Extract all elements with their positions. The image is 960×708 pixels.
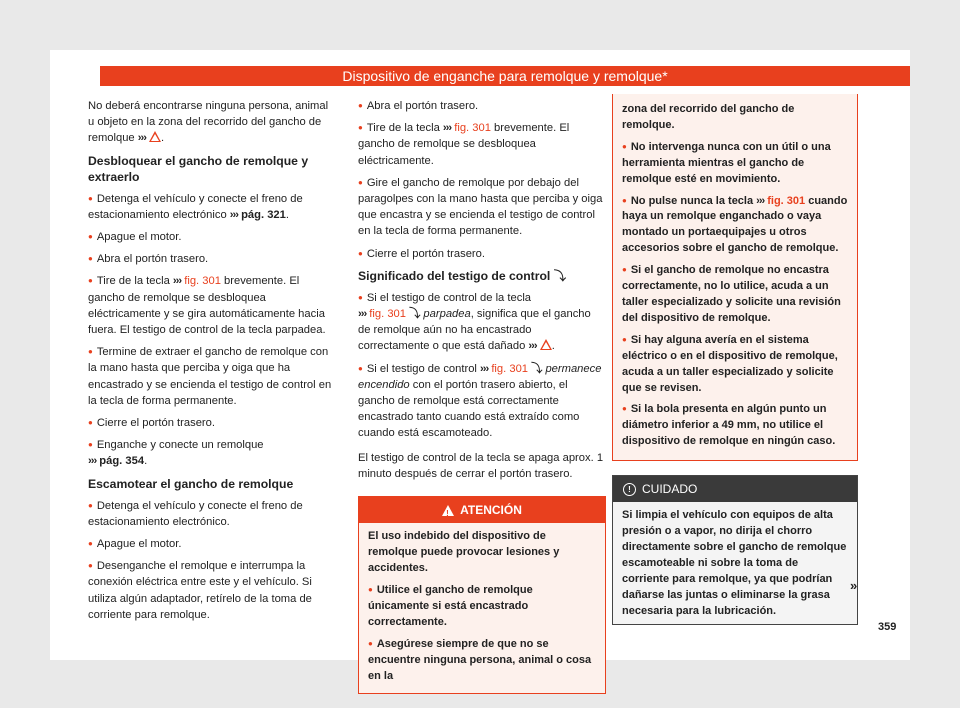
caution-box [612,475,858,625]
figure-reference-link[interactable]: fig. 301 [767,194,806,207]
manual-page [50,50,910,682]
warning-box-body: El uso indebido del dispositivo de remolque puede provocar lesiones y accidentes. ● Utilice el gancho de remolque únicamente si está encastrado correctamente. ● Asegúrese siempre de que no se encuentre ninguna persona, animal o cosa en la [359,523,605,693]
list-item: ● Gire el gancho de remolque por debajo del paragolpes con la mano hasta que perciba y oiga que encastra y se encienda el testigo de control en la tecla de forma permanente. [358,175,606,240]
tow-hook-icon: ⤵ [553,268,566,283]
figure-reference-link[interactable]: fig. 301 [369,308,406,321]
column-middle [358,98,606,694]
list-item: ● Si el testigo de control ››› fig. 301 ⤵ permanece encendido con el portón trasero abierto, el gancho de remolque está correctamente encastrado tanto cuando está extraído como cuando está escamoteado. [358,361,606,442]
list-item: ● Desenganche el remolque e interrumpa la conexión eléctrica entre este y el vehículo. Si utiliza algún adaptador, retírelo de la toma de corriente para remolque. [88,558,336,623]
list-item: ● Apague el motor. [88,536,336,552]
tow-hook-icon: ⤵ [531,362,543,375]
list-item: ● Detenga el vehículo y conecte el freno de estacionamiento electrónico ››› pág. 321. [88,191,336,223]
list-item: ● Termine de extraer el gancho de remolque con la mano hasta que perciba y oiga que ha encastrado y se encienda el testigo de control en la tecla de forma permanente. [88,344,336,409]
caution-box-body: Si limpia el vehículo con equipos de alta presión o a vapor, no dirija el chorro directamente sobre el gancho de remolque escamoteable ni sobre la toma de corriente para remolque, ya que podrían dañarse las juntas o eliminarse la grasa necesaria para la lubricación. [622,509,847,617]
list-item: ● Abra el portón trasero. [358,98,606,114]
column-right [612,98,858,625]
page-number: 359 [878,621,897,633]
heading-unlock: Desbloquear el gancho de remolque y extraerlo [88,153,309,184]
tow-hook-icon: ⤵ [409,308,421,321]
list-item: ● Tire de la tecla ››› fig. 301 brevemente. El gancho de remolque se desbloquea eléctricamente. [358,120,606,169]
warning-box [358,496,606,694]
warning-box-header: ! ATENCIÓN [359,497,605,523]
section-header: Dispositivo de enganche para remolque y remolque* [100,66,910,86]
column-left [88,98,336,629]
list-item: ● Tire de la tecla ››› fig. 301 brevemente. El gancho de remolque se desbloquea eléctricamente y se gira automáticamente hacia fuera. El testigo de control de la tecla parpadea. [88,273,336,338]
list-item: ● Si el testigo de control de la tecla ››› fig. 301 ⤵ parpadea, significa que el gancho de remolque aún no ha encastrado correctamente o que está dañado ››› . [358,290,606,355]
info-icon: ! [623,483,636,496]
warning-icon [540,339,552,350]
warning-icon [442,505,454,516]
continue-icon: » [850,578,858,593]
list-item: ● Cierre el portón trasero. [358,246,606,262]
list-item: ● Detenga el vehículo y conecte el freno de estacionamiento electrónico. [88,498,336,530]
figure-reference-link[interactable]: fig. 301 [184,275,221,288]
page-reference-link[interactable]: pág. 321 [241,208,286,221]
list-item: ● Cierre el portón trasero. [88,415,336,431]
list-item: ● Apague el motor. [88,229,336,245]
list-item: ● Abra el portón trasero. [88,251,336,267]
warning-box-continued: zona del recorrido del gancho de remolque. ● No intervenga nunca con un útil o una herramienta mientras el gancho de remolque esté en movimiento. ● No pulse nunca la tecla ››› fig. 301 cuando haya un remolque enganchado o vaya montado un portaequipajes u otros accesorios sobre el gancho de remolque. ● Si el gancho de remolque no encastra correctamente, no lo utilice, acuda a un taller especializado y solicite una revisión del dispositivo de remolque. ● Si hay alguna avería en el sistema eléctrico o en el dispositivo de remolque, acuda a un taller especializado y solicite que se revisen. ● Si la bola presenta en algún punto un diámetro inferior a 49 mm, no utilice el dispositivo de remolque en ningún caso. [612,94,858,461]
figure-reference-link[interactable]: fig. 301 [491,362,529,375]
warning-icon [149,131,161,142]
caution-box-header: ! CUIDADO [613,476,857,502]
paragraph: El testigo de control de la tecla se apaga aprox. 1 minuto después de cerrar el portón trasero. [358,451,604,480]
intro-paragraph: No deberá encontrarse ninguna persona, animal u objeto en la zona del recorrido del gancho de remolque ››› . [88,100,329,145]
heading-meaning: Significado del testigo de control ⤵ [358,268,566,283]
heading-stow: Escamotear el gancho de remolque [88,476,294,491]
list-item: ● Enganche y conecte un remolque ››› pág. 354. [88,437,336,469]
page-reference-link[interactable]: pág. 354 [99,455,145,468]
figure-reference-link[interactable]: fig. 301 [454,122,491,135]
